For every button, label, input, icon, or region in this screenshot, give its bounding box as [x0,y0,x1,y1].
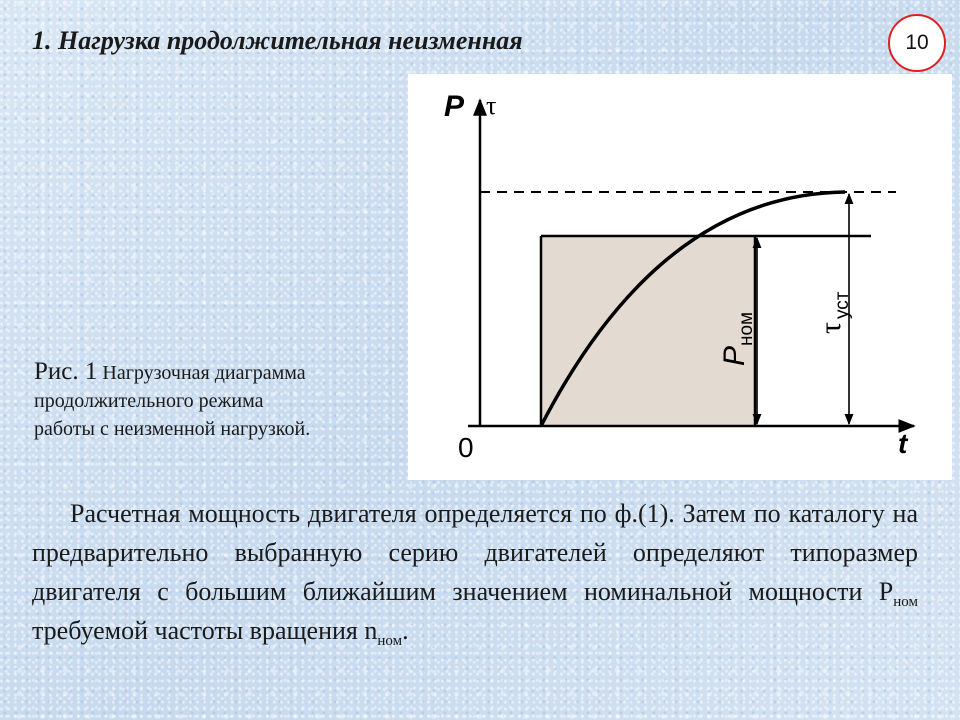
page-number-badge [888,14,946,72]
body-text-2: требуемой частоты вращения n [32,616,378,645]
svg-text:ном: ном [736,311,757,346]
p-nom-subscript: ном [893,594,918,610]
svg-text:τ: τ [814,321,847,334]
load-diagram [408,74,952,480]
load-diagram-svg [408,74,952,480]
svg-text:P: P [718,345,751,366]
axis-label-tau: τ [486,91,497,120]
svg-text:уст: уст [832,291,853,319]
figure-caption [34,358,414,443]
body-text-1: Расчетная мощность двигателя определяется по ф.(1). Затем по каталогу на предварительно выбранную серию двигателей определяют типоразмер двигателя с большим ближайшим значением номинальной мощности P [32,499,918,606]
caption-line2: продолжительного режима [34,390,264,412]
load-area [541,236,755,426]
tau-ust-label [814,291,853,334]
page-number: 10 [905,31,929,54]
caption-line1: Нагрузочная диаграмма [102,362,306,384]
body-paragraph [32,494,918,650]
axis-label-p: P [444,90,465,123]
caption-line3: работы с неизменной нагрузкой. [34,418,311,440]
caption-label: Рис. 1 [34,358,98,385]
body-text-3: . [402,616,409,645]
axis-label-t: t [898,428,908,459]
slide-title: 1. Нагрузка продолжительная неизменная [32,26,523,55]
origin-label: 0 [458,432,474,463]
n-nom-subscript: ном [377,633,403,649]
